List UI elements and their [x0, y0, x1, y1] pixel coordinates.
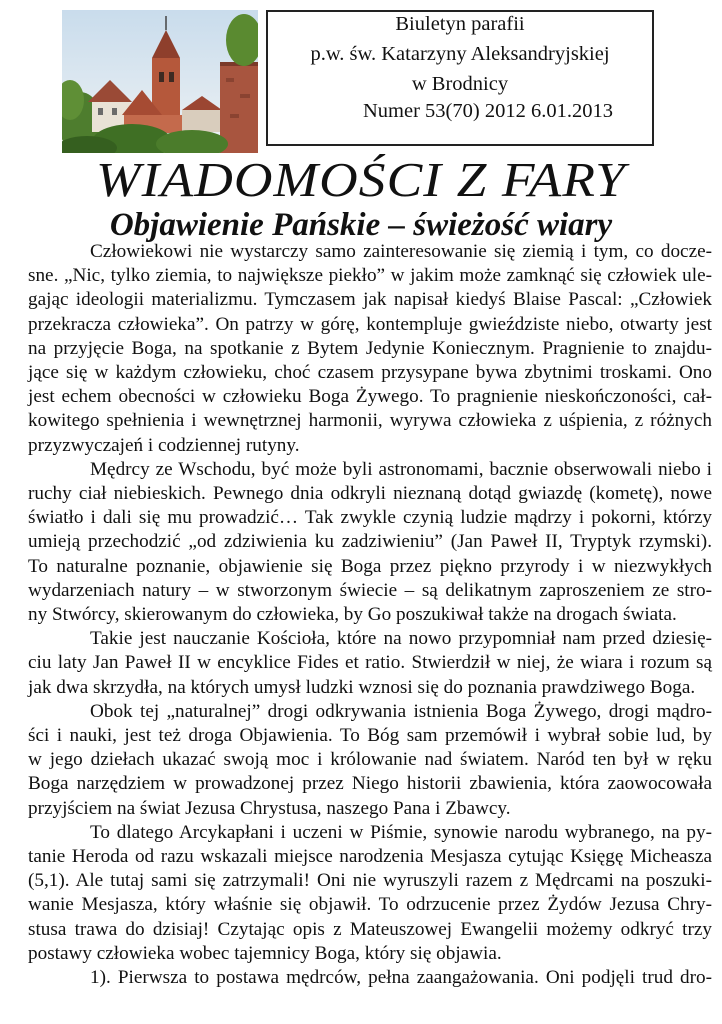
paragraph-line: 1). Pierwsza to postawa mędrców, pełna zaangażowania. Oni podjęli trud dro- [90, 967, 712, 989]
paragraph-line: przyzwyczajeń i codziennej rutyny. [28, 434, 300, 456]
paragraph-line: Takie jest nauczanie Kościoła, które na nowo przypomniał nam przed dziesię- [90, 628, 712, 650]
parish-name: p.w. św. Katarzyny Aleksandryjskiej [310, 43, 610, 65]
paragraph-line: umieją przechodzić „od zdziwienia ku zadziwieniu” (Jan Paweł II, Tryptyk rzymski). [28, 531, 712, 553]
paragraph-line: wanie Mesjasza, który właśnie się objawił. To odrzucenie przez Żydów Jezusa Chry- [28, 894, 712, 916]
paragraph-line: To naturalne poznanie, objawienie się Boga przez piękno przyrody i w niezwykłych [28, 555, 712, 577]
paragraph-line: Mędrcy ze Wschodu, być może byli astronomami, bacznie obserwowali niebo i [90, 458, 712, 480]
paragraph-line: ny Stwórcy, skierowanym do człowieka, by Go poszukiwał także na drogach świata. [28, 604, 677, 626]
article-title: Objawienie Pańskie – świeżość wiary [109, 207, 613, 243]
paragraph-line: tanie Heroda od razu wskazali miejsce narodzenia Mesjasza cytując Księgę Micheasza [28, 846, 712, 868]
paragraph-line: ruchy ciał niebieskich. Pewnego dnia odkryli nieznaną dotąd gwiazdę (kometę), nowe [28, 483, 712, 505]
paragraph-line: (5,1). Ale tutaj sami się zatrzymali! Oni nie wyruszyli razem z Mędrcami na poszuki- [28, 870, 712, 892]
paragraph-line: w jego dziełach ukazać swoją moc i królowanie nad światem. Naród ten był w ręku [28, 749, 712, 771]
paragraph-line: jące się w każdym człowieku, choć czasem przysypane bywa zbytnimi troskami. Ono [28, 362, 712, 384]
paragraph-line: stusa trawa do dzisiaj! Czytając opis z Mateuszowej Ewangelii możemy odkryć trzy [28, 918, 712, 940]
paragraph-line: sne. „Nic, tylko ziemia, to największe piekło” w jakim może zamknąć się człowiek ule- [28, 265, 712, 287]
article-paragraph [28, 627, 712, 700]
article-paragraph [28, 700, 712, 821]
issue-number: Numer 53(70) 2012 6.01.2013 [363, 100, 613, 122]
bulletin-name: Biuletyn parafii [395, 13, 525, 35]
article-paragraph [28, 458, 712, 627]
paragraph-line: przyjściem na świat Jezusa Chrystusa, naszego Pana i Zbawcy. [28, 797, 511, 819]
paragraph-line: jest echem obecności w człowieku Boga Żywego. To pragnienie nieskończoności, cał- [28, 386, 712, 408]
bulletin-info-box [266, 10, 654, 146]
church-tower-photo [62, 10, 258, 153]
paragraph-line: To dlatego Arcykapłani i uczeni w Piśmie, synowie narodu wybranego, na py- [90, 821, 712, 843]
article-paragraph [28, 240, 712, 458]
paragraph-line: Człowiekowi nie wystarczy samo zainteresowanie się ziemią i tym, co docze- [90, 241, 712, 262]
paragraph-line: światło i dali się mu prowadzić… Tak zwykle czynią ludzie mądrzy i pokorni, którzy [28, 507, 712, 529]
paragraph-line: kowitego spełnienia i wewnętrznej harmonii, wyrywa człowieka z uśpienia, z różnych [28, 410, 712, 432]
paragraph-line: postawy człowieka wobec tajemnicy Boga, który się objawia. [28, 942, 502, 964]
paragraph-line: Obok tej „naturalnej” drogi odkrywania istnienia Boga Żywego, drogi mądro- [90, 700, 712, 722]
paragraph-line: jak dwa skrzydła, na których umysł ludzki wznosi się do poznania prawdziwego Boga. [28, 676, 696, 698]
parish-location: w Brodnicy [411, 73, 509, 95]
paragraph-line: Boga narzędziem w prowadzonej przez Niego historii zbawienia, która zaowocowała [28, 773, 712, 795]
article-body [28, 240, 712, 990]
masthead-title: WIADOMOŚCI Z FARY [96, 152, 626, 207]
paragraph-line: gając ideologii materializmu. Tymczasem jak napisał kiedyś Blaise Pascal: „Człowiek [28, 289, 712, 311]
article-paragraph [28, 821, 712, 966]
paragraph-line: ciu laty Jan Paweł II w encyklice Fides et ratio. Stwierdził w niej, że wiara i rozum są [28, 652, 712, 674]
paragraph-line: przekracza człowieka”. On patrzy w górę, kontempluje gwieździste niebo, otwarty jest [28, 313, 712, 335]
paragraph-line: ści i nauki, jest też droga Objawienia. To Bóg sam przemówił i wybrał sobie lud, by [28, 725, 712, 747]
paragraph-line: wydarzeniach natury – w stworzonym świecie – są delikatnym zaproszeniem ze stro- [28, 579, 712, 601]
article-paragraph [28, 966, 712, 990]
paragraph-line: na przyjęcie Boga, na spotkanie z Bytem Jedynie Koniecznym. Pragnienie to znajdu- [28, 337, 712, 359]
